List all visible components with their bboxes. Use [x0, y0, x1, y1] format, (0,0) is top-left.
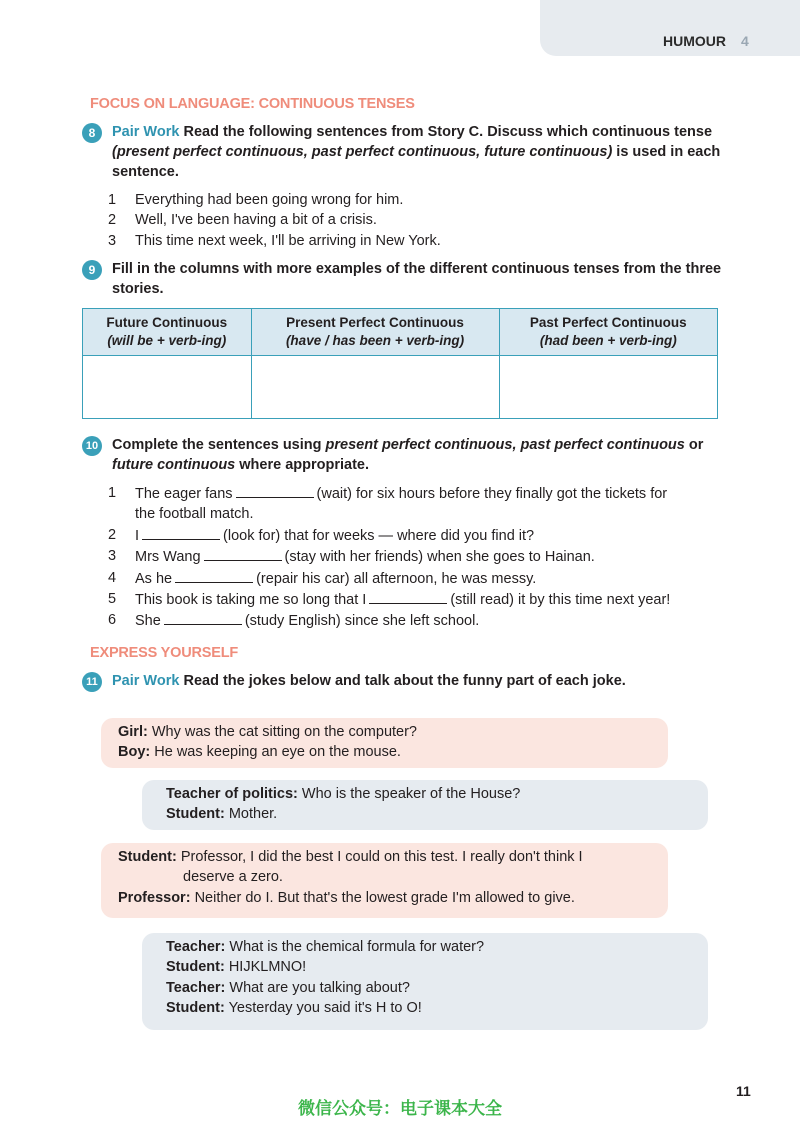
speaker-label: Student:: [166, 959, 225, 976]
speaker-label: Student:: [118, 849, 177, 865]
tense-table: [82, 308, 718, 419]
exercise-number-badge: 10: [82, 436, 102, 456]
column-header-past-perfect: [499, 309, 717, 356]
joke-line: [101, 888, 668, 908]
joke-bubble: [101, 843, 668, 918]
exercise-10: [82, 435, 732, 477]
item-text: This book is taking me so long that I: [135, 592, 367, 609]
item-number: 1: [108, 192, 117, 208]
footer-watermark: 微信公众号：电子课本大全: [298, 1099, 502, 1119]
instruction-text: or: [684, 437, 704, 453]
exercise-10-list: [108, 483, 735, 632]
speaker-label: Boy:: [118, 744, 151, 761]
answer-cell-present-perfect[interactable]: [251, 356, 499, 419]
column-title: Past Perfect Continuous: [529, 315, 687, 330]
item-text: (wait) for six hours before they finally got the tickets for: [316, 486, 668, 502]
joke-text: Yesterday you said it's H to O!: [228, 1000, 422, 1017]
answer-cell-future[interactable]: [83, 356, 252, 419]
answer-blank[interactable]: [369, 589, 447, 604]
joke-line: [142, 978, 708, 998]
item-text: The eager fans: [135, 486, 233, 502]
list-item: [108, 483, 735, 525]
item-number: 2: [108, 212, 117, 229]
exercise-instruction: [112, 435, 722, 475]
exercise-9: [82, 259, 732, 301]
speaker-label: Teacher:: [166, 979, 226, 996]
joke-text: deserve a zero.: [183, 869, 283, 886]
list-item: [108, 210, 735, 230]
joke-line: [142, 804, 708, 824]
joke-text: He was keeping an eye on the mouse.: [154, 744, 401, 761]
exercise-11: [82, 671, 732, 693]
joke-line: [142, 998, 708, 1018]
joke-bubble: [142, 780, 708, 830]
exercise-number-badge: 9: [82, 260, 102, 280]
column-formula: (had been + verb-ing): [539, 333, 677, 348]
exercise-8-list: [108, 190, 735, 251]
instruction-text: Complete the sentences using: [112, 437, 326, 453]
item-text: Everything had been going wrong for him.: [135, 192, 404, 208]
item-number: 5: [108, 591, 117, 608]
column-title: Present Perfect Continuous: [286, 315, 464, 330]
joke-text: Mother.: [228, 806, 278, 823]
item-text: This time next week, I'll be arriving in New York.: [135, 232, 441, 249]
column-formula: (have / has been + verb-ing): [285, 333, 465, 348]
answer-cell-past-perfect[interactable]: [499, 356, 717, 419]
joke-text: Why was the cat sitting on the computer?: [151, 724, 417, 740]
joke-line: [101, 847, 668, 867]
item-number: 3: [108, 232, 117, 249]
list-item: [108, 610, 735, 631]
joke-line: [101, 742, 668, 762]
list-item: [108, 190, 735, 210]
list-item: [108, 525, 735, 546]
joke-text: HIJKLMNO!: [228, 959, 307, 976]
exercise-number-badge: 8: [82, 123, 102, 143]
joke-line: [142, 784, 708, 804]
joke-line: [101, 867, 668, 887]
item-text: Mrs Wang: [135, 549, 201, 566]
speaker-label: Teacher of politics:: [166, 786, 298, 802]
pair-work-tag: Pair Work: [112, 124, 180, 140]
answer-blank[interactable]: [204, 546, 282, 561]
exercise-number-badge: 11: [82, 672, 102, 692]
item-text: (study English) since she left school.: [244, 613, 480, 630]
item-text: Well, I've been having a bit of a crisis.: [135, 212, 377, 229]
item-text: As he: [135, 570, 173, 587]
joke-line: [142, 937, 708, 957]
exercise-instruction: [112, 122, 722, 182]
speaker-label: Student:: [166, 1000, 225, 1017]
unit-title: HUMOUR: [663, 33, 726, 49]
instruction-text: is used in each sentence.: [112, 144, 721, 180]
joke-text: What are you talking about?: [229, 979, 410, 996]
exercise-instruction: [112, 671, 722, 691]
item-text: the football match.: [135, 506, 254, 523]
speaker-label: Teacher:: [166, 939, 226, 955]
column-formula: (will be + verb-ing): [107, 333, 227, 348]
instruction-italic: present perfect continuous, past perfect continuous: [325, 437, 685, 453]
answer-blank[interactable]: [142, 525, 220, 540]
item-text: (repair his car) all afternoon, he was messy.: [256, 570, 537, 587]
focus-on-language-heading: FOCUS ON LANGUAGE: CONTINUOUS TENSES: [90, 96, 415, 112]
pair-work-tag: Pair Work: [112, 673, 180, 689]
item-number: 2: [108, 526, 117, 543]
joke-text: Neither do I. But that's the lowest grade I'm allowed to give.: [194, 889, 575, 906]
joke-line: [142, 957, 708, 977]
instruction-italic: (present perfect continuous, past perfect continuous, future continuous): [112, 144, 613, 160]
speaker-label: Student:: [166, 806, 225, 823]
item-number: 6: [108, 612, 117, 629]
answer-blank[interactable]: [236, 483, 314, 498]
joke-text: Professor, I did the best I could on this test. I really don't think I: [180, 849, 583, 865]
joke-bubble: [101, 718, 668, 768]
instruction-text: Read the following sentences from Story C. Discuss which continuous tense: [183, 124, 713, 140]
answer-blank[interactable]: [175, 568, 253, 583]
joke-line: [101, 722, 668, 742]
list-item: [108, 231, 735, 251]
answer-blank[interactable]: [164, 610, 242, 625]
item-text: (still read) it by this time next year!: [450, 592, 671, 609]
exercise-8: [82, 122, 732, 184]
speaker-label: Professor:: [118, 889, 191, 906]
column-title: Future Continuous: [106, 315, 228, 330]
column-header-future: [83, 309, 252, 356]
item-number: 1: [108, 485, 117, 501]
item-text: (look for) that for weeks — where did you find it?: [223, 527, 535, 544]
speaker-label: Girl:: [118, 724, 148, 740]
item-text: I: [135, 527, 140, 544]
list-item: [108, 589, 735, 610]
item-number: 4: [108, 569, 117, 586]
list-item: [108, 568, 735, 589]
list-item: [108, 546, 735, 567]
express-yourself-heading: EXPRESS YOURSELF: [90, 645, 239, 661]
instruction-text: Read the jokes below and talk about the funny part of each joke.: [183, 673, 626, 689]
page-number: 11: [736, 1083, 751, 1099]
joke-text: Who is the speaker of the House?: [301, 786, 521, 802]
unit-number: 4: [741, 33, 749, 49]
joke-bubble: [142, 933, 708, 1030]
column-header-present-perfect: [251, 309, 499, 356]
exercise-instruction: Fill in the columns with more examples of the different continuous tenses from the three stories.: [112, 261, 722, 297]
joke-text: What is the chemical formula for water?: [229, 939, 485, 955]
instruction-italic: future continuous: [112, 457, 236, 473]
item-text: She: [135, 613, 161, 630]
instruction-text: where appropriate.: [235, 457, 370, 473]
item-number: 3: [108, 548, 117, 565]
item-text: (stay with her friends) when she goes to Hainan.: [284, 549, 595, 566]
